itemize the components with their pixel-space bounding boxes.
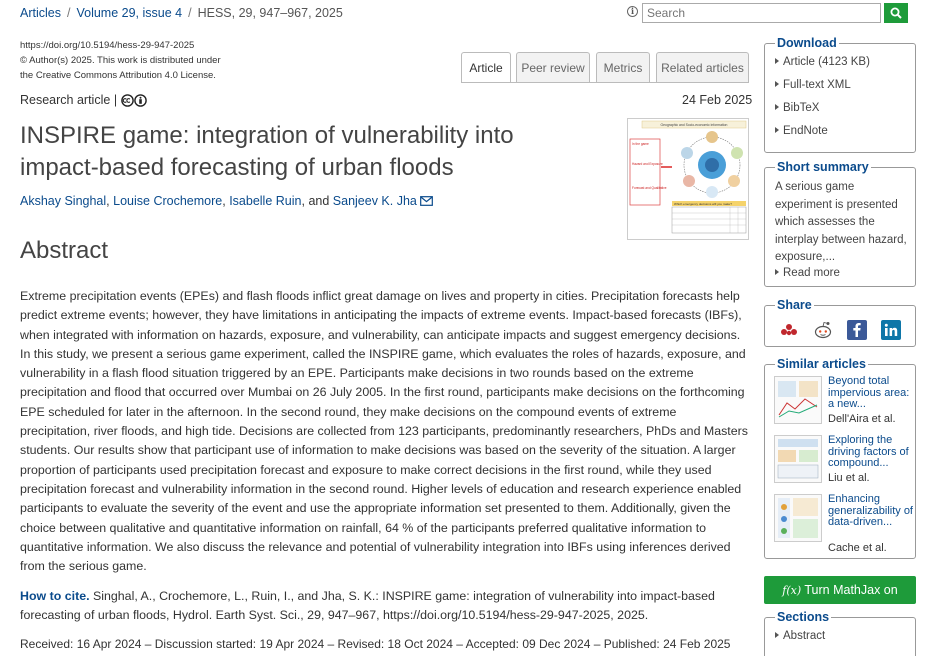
- download-endnote[interactable]: EndNote: [775, 125, 828, 137]
- breadcrumb-articles[interactable]: Articles: [20, 6, 61, 20]
- arrow-right-icon: [775, 81, 779, 87]
- author-link[interactable]: Sanjeev K. Jha: [332, 194, 417, 208]
- similar-article-title[interactable]: Exploring the driving factors of compound...: [828, 434, 909, 469]
- graphical-abstract-image: [628, 119, 748, 239]
- short-summary-text: A serious game experiment is presented which assesses the interplay between hazard, exposure,...: [775, 181, 907, 263]
- arrow-right-icon: [775, 269, 779, 275]
- facebook-icon[interactable]: [847, 320, 867, 340]
- author-separator: ,: [301, 194, 305, 208]
- graphical-abstract[interactable]: [627, 118, 749, 240]
- breadcrumb-separator: /: [66, 6, 71, 20]
- tab-peer-review[interactable]: Peer review: [516, 52, 590, 82]
- tab-divider: [461, 82, 749, 83]
- similar-article-authors: Cache et al.: [828, 542, 887, 554]
- similar-article[interactable]: [774, 376, 914, 432]
- section-link-abstract[interactable]: Abstract: [775, 630, 825, 642]
- arrow-right-icon: [775, 104, 779, 110]
- graphic-label: Hazard and Exposure: [632, 162, 663, 166]
- info-icon[interactable]: i: [627, 6, 638, 17]
- arrow-right-icon: [775, 127, 779, 133]
- read-more-link[interactable]: Read more: [775, 267, 840, 279]
- publication-date: 24 Feb 2025: [682, 93, 753, 107]
- download-bibtex[interactable]: BibTeX: [775, 102, 819, 114]
- article-type-separator: |: [113, 93, 118, 107]
- breadcrumb-volume[interactable]: Volume 29, issue 4: [76, 6, 183, 20]
- tab-metrics[interactable]: Metrics: [596, 52, 650, 82]
- similar-article-thumbnail: [774, 435, 822, 483]
- arrow-right-icon: [775, 632, 779, 638]
- short-summary-box: [764, 160, 916, 287]
- breadcrumb-separator: /: [188, 6, 192, 20]
- similar-article[interactable]: [774, 493, 914, 554]
- breadcrumb-current: HESS, 29, 947–967, 2025: [197, 6, 343, 20]
- similar-article-authors: Liu et al.: [828, 472, 870, 484]
- article-title-line-1: INSPIRE game: integration of vulnerability into: [20, 122, 514, 149]
- tab-related-articles[interactable]: Related articles: [656, 52, 749, 82]
- similar-article-title[interactable]: Enhancing generalizability of data-driven...: [828, 493, 913, 528]
- article-type: [20, 93, 147, 107]
- graphic-header: Geographic and Socio-economic information: [660, 123, 728, 127]
- mendeley-icon[interactable]: [779, 320, 799, 340]
- article-title-line-2: impact-based forecasting of urban floods: [20, 154, 454, 181]
- short-summary-title: Short summary: [777, 160, 869, 174]
- article-history: Received: 16 Apr 2024 – Discussion started: 19 Apr 2024 – Revised: 18 Oct 2024 – Accepted: 09 Dec 2024 – Published: 24 Feb 2025: [20, 637, 731, 651]
- author-link[interactable]: Isabelle Ruin: [229, 194, 302, 208]
- article-type-label: Research article: [20, 93, 111, 107]
- graphic-label: In the game: [632, 142, 649, 146]
- download-title: Download: [777, 36, 837, 50]
- author-and: and: [308, 194, 330, 208]
- linkedin-icon[interactable]: [881, 320, 901, 340]
- article-meta: [20, 38, 221, 83]
- cc-by-icon: [121, 94, 147, 107]
- author-separator: ,: [222, 194, 226, 208]
- similar-article[interactable]: [774, 435, 914, 491]
- similar-articles-title: Similar articles: [777, 357, 866, 371]
- download-article-pdf[interactable]: Article (4123 KB): [775, 56, 870, 68]
- author-list: [20, 194, 433, 208]
- author-separator: ,: [106, 194, 110, 208]
- similar-article-thumbnail: [774, 376, 822, 424]
- top-bar: [0, 0, 943, 26]
- license-text[interactable]: the Creative Commons Attribution 4.0 License.: [20, 70, 216, 81]
- author-link[interactable]: Akshay Singhal: [20, 194, 107, 208]
- breadcrumb: [20, 6, 343, 20]
- share-box: [764, 298, 916, 347]
- copyright-text: © Author(s) 2025. This work is distributed under: [20, 55, 221, 66]
- share-title: Share: [777, 298, 812, 312]
- arrow-right-icon: [775, 58, 779, 64]
- download-box: [764, 36, 916, 153]
- article-title: [20, 120, 610, 184]
- graphic-footer: Which emergency decisions will you make?: [674, 201, 732, 206]
- search-icon: [890, 7, 902, 19]
- sections-title: Sections: [777, 610, 830, 624]
- email-icon[interactable]: [420, 196, 433, 206]
- mathjax-toggle-button[interactable]: [764, 576, 916, 604]
- download-xml[interactable]: Full-text XML: [775, 79, 851, 91]
- how-to-cite-label: How to cite.: [20, 589, 90, 603]
- doi-link[interactable]: https://doi.org/10.5194/hess-29-947-2025: [20, 40, 195, 51]
- search-input[interactable]: [642, 3, 881, 23]
- tab-article[interactable]: Article: [461, 52, 511, 83]
- sections-box: [764, 610, 916, 656]
- function-icon: f(x): [782, 584, 802, 597]
- abstract-heading: Abstract: [20, 237, 109, 264]
- citation: [20, 587, 750, 626]
- similar-article-authors: Dell'Aira et al.: [828, 413, 896, 425]
- graphic-label: Forecast and Qualitative: [632, 186, 667, 190]
- similar-article-thumbnail: [774, 494, 822, 542]
- similar-articles-box: [764, 357, 916, 559]
- citation-text: Singhal, A., Crochemore, L., Ruin, I., and Jha, S. K.: INSPIRE game: integration of vulnerability into impact-based forecasting of urban floods, Hydrol. Earth Syst. Sci., 29, 947–967, https://doi.org/10.5194/hess-29-947-2025, 2025.: [20, 589, 715, 623]
- author-link[interactable]: Louise Crochemore: [113, 194, 223, 208]
- reddit-icon[interactable]: [813, 320, 833, 340]
- similar-article-title[interactable]: Beyond total impervious area: a new...: [828, 375, 910, 410]
- search-button[interactable]: [884, 3, 908, 23]
- abstract-text: Extreme precipitation events (EPEs) and flash floods inflict great damage on lives and property in cities. Precipitation forecasts help predict extreme events; however, they have limitations in anticipating the impacts of extreme events. Impact-based forecasts (IBFs), when integrated with information on hazards, exposure, and vulnerability, can anticipate impacts and suggest emergency decisions. In this study, we present a serious game experiment, called the INSPIRE game, which evaluates the roles of hazards, exposure, and vulnerability in a flash flood situation triggered by an EPE. Participants make decisions in two rounds based on the extreme precipitation and flood that occurred over Mumbai on 26 July 2005. In the first round, participants make decisions on the forthcoming EPE scheduled for later in the afternoon. In the second round, they make decisions on the compound events of extreme precipitation, river floods, and high tide. Decisions are collected from 123 participants, predominantly researchers, PhDs and Masters students. Our results show that participant use of information to make decisions was based on the severity of the situation. A larger proportion of participants used precipitation forecast and exposure to make correct decisions in the first round, while they used precipitation forecast and vulnerability information in the second round. Higher levels of education and research experience enabled participants to evaluate the severity of the event and use the appropriate information set presented to them. Additionally, given the choice between qualitative and quantitative information on rainfall, 64 % of the participants preferred qualitative information to quantitative information. We also discuss the relevance and potential of vulnerability integration into IBFs using inferences derived from the serious game.: [20, 289, 748, 574]
- mathjax-toggle-label: Turn MathJax on: [804, 583, 898, 597]
